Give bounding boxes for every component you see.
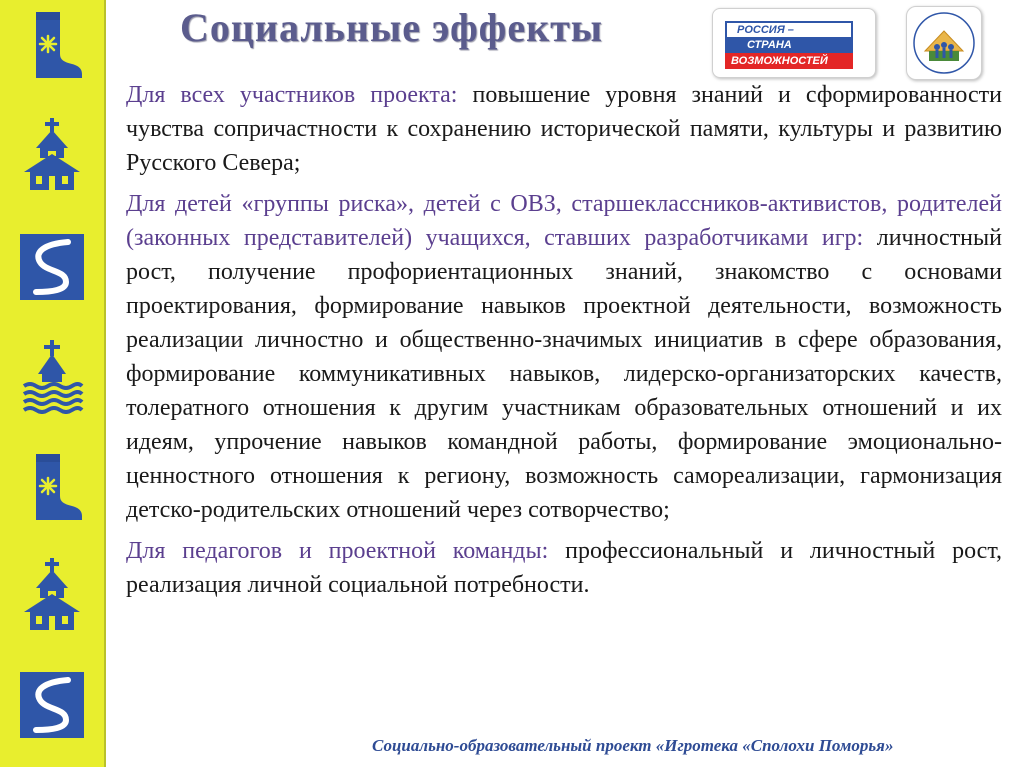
russia-land-of-opportunity-logo [712, 8, 876, 78]
church-on-water-icon [16, 340, 88, 414]
paragraph-text: повышение уровня знаний и сформированности чувства сопричастности к сохранению исторической памяти, культуры и развитию Русского Севера; [126, 82, 1002, 176]
side-strip-border [104, 0, 106, 767]
logo-line-1: РОССИЯ – [725, 21, 853, 37]
church-icon [16, 118, 88, 192]
paragraph-all-participants [126, 78, 1002, 180]
paragraph-teachers-and-team [126, 534, 1002, 602]
slide-body [126, 78, 1002, 609]
slide-footer: Социально-образовательный проект «Игротека «Сполохи Поморья» [372, 736, 894, 755]
slide-title: Социальные эффекты [180, 5, 604, 50]
paragraph-text: профессиональный и личностный рост, реализация личной социальной потребности. [126, 538, 1002, 598]
logo-line-2: СТРАНА [725, 37, 853, 53]
paragraph-lead: Для всех участников проекта: [126, 82, 458, 108]
river-icon [16, 668, 88, 742]
logo-line-3: ВОЗМОЖНОСТЕЙ [725, 53, 853, 69]
paragraph-children-and-parents [126, 187, 1002, 527]
valenok-icon [16, 8, 88, 82]
decorative-side-strip [0, 0, 104, 767]
river-icon [16, 230, 88, 304]
church-icon [16, 558, 88, 632]
valenok-icon [16, 450, 88, 524]
all-russian-project-logo [906, 6, 982, 80]
paragraph-text: личностный рост, получение профориентационных знаний, знакомство с основами проектирования, формирование навыков проектной деятельности, возможность реализации личностно и общественно-значимых инициатив в сфере образования, формирование коммуникативных навыков, лидерско-организаторских качеств, толератного отношения к другим участникам образовательных отношений и их идеям, упрочение навыков командной работы, формирование эмоционально-ценностного отношения к региону, возможность самореализации, гармонизация детско-родительских отношений через сотворчество; [126, 225, 1002, 523]
paragraph-lead: Для детей «группы риска», детей с ОВЗ, старшеклассников-активистов, родителей (законных представителей) учащихся, ставших разработчиками игр: [126, 191, 1002, 251]
paragraph-lead: Для педагогов и проектной команды: [126, 538, 549, 564]
